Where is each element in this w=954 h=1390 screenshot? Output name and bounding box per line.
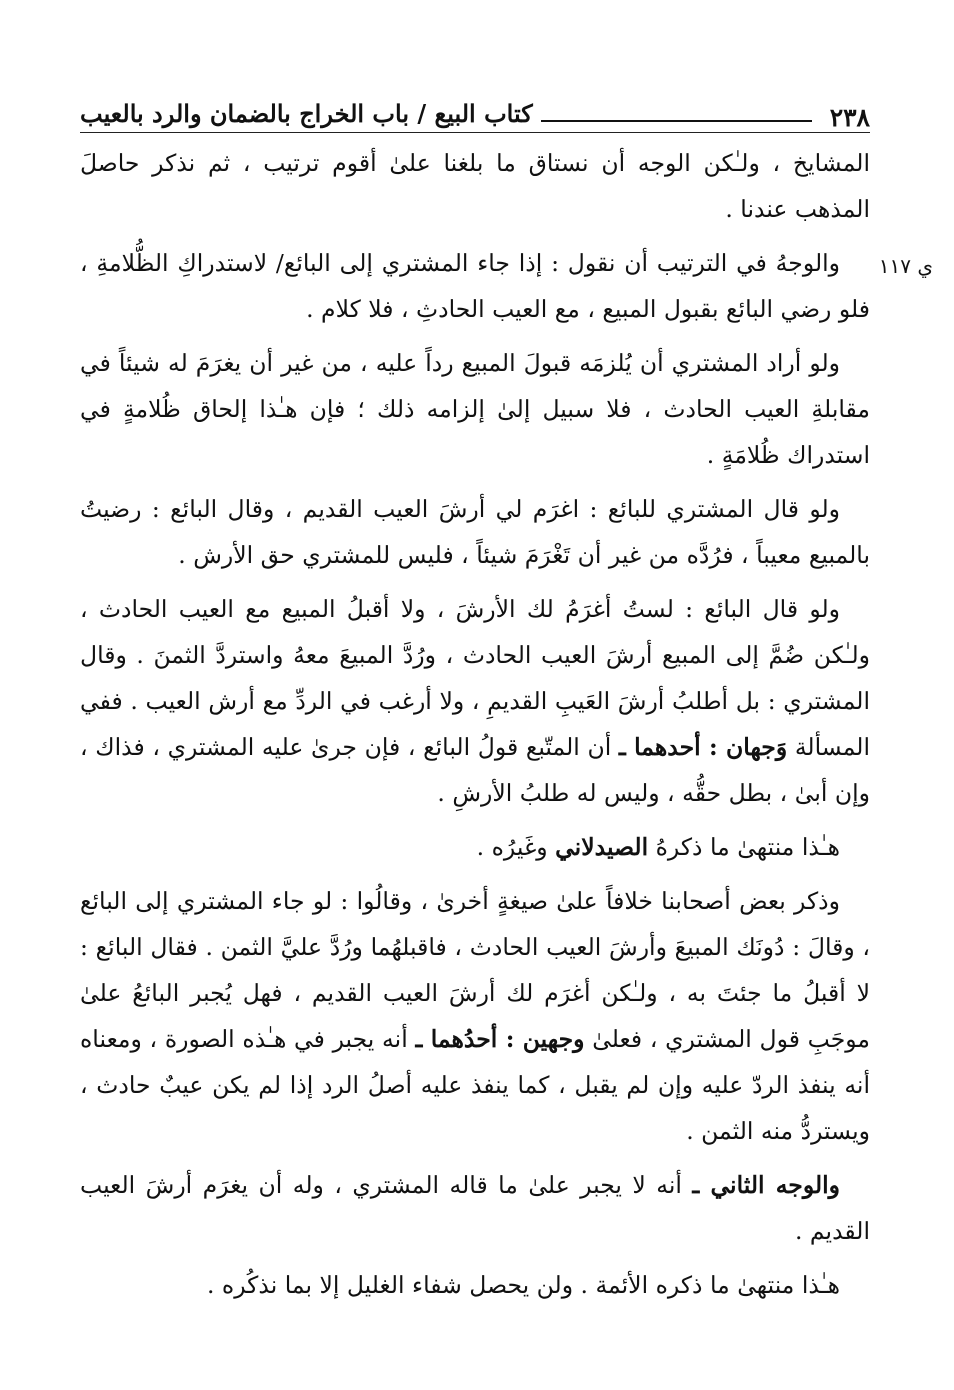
paragraph-4 [80, 486, 870, 578]
bold-term: وجهين : أحدُهما ـ [415, 1025, 585, 1053]
running-title: كتاب البيع / باب الخراج بالضمان والرد بالعيب [80, 99, 533, 128]
paragraph-text: والوجهُ في الترتيب أن نقول : إذا جاء المشتري إلى البائع/ لاستدراكِ الظُّلامةِ ، فلو رضي البائع بقبول المبيع ، مع العيب الحادثِ ، فلا كلام . [80, 249, 870, 323]
bold-term: وَجهان : أحدهما ـ [618, 733, 788, 761]
paragraph-text: وذكر بعض أصحابنا خلافاً علىٰ صيغةٍ أخرىٰ ، وقالُوا : لو جاء المشتري إلى البائع ، وقالَ : دُونَك المبيعَ وأرشَ العيب الحادث ، فاقبلهُما ورُدَّ عليَّ الثمن . فقال البائع : لا أقبلُ ما جئتَ به ، ولـٰكن أغرَم لك أرشَ العيب القديم ، فهل يُجبر البائعُ علىٰ موجَبِ قول المشتري ، فعلىٰ [80, 887, 871, 1053]
paragraph-text: ولو قال البائع : لستُ أغرَمُ لك الأرشَ ، ولا أقبلُ المبيع مع العيب الحادث ، ولـٰكن ضُمَّ إلى المبيع أرشَ العيب الحادث ، ورُدَّ المبيعَ معهُ واستردَّ الثمنَ . وقال المشتري : بل أطلبُ أرشَ العَيبِ القديمِ ، ولا أرغب في الردِّ مع أرش العيب . ففي المسألة [80, 595, 870, 761]
bold-term: والوجه الثاني ـ [692, 1171, 841, 1199]
bold-term: الصيدلاني [555, 833, 649, 861]
page-number: ٢٣٨ [829, 103, 870, 132]
paragraph-text: هـٰذا منتهىٰ ما ذكرهُ [648, 833, 840, 861]
paragraph-text: ولو قال المشتري للبائع : اغرَم لي أرشَ العيب القديم ، وقال البائع : رضيتُ بالمبيع معيباً ، فرُدَّه من غير أن تَغْرَمَ شيئاً ، فليس للمشتري حق الأرش . [80, 495, 870, 569]
paragraph-8 [80, 1162, 870, 1254]
paragraph-9 [80, 1262, 870, 1308]
running-header [80, 88, 870, 133]
paragraph-2 [80, 240, 870, 332]
paragraph-7 [80, 878, 870, 1154]
header-rule [541, 120, 812, 122]
paragraph-text: المشايخ ، ولـٰكن الوجه أن نستاق ما بلغنا علىٰ أقوم ترتيب ، ثم نذكر حاصلَ المذهب عندنا . [80, 149, 870, 223]
paragraph-text: ولو أراد المشتري أن يُلزمَه قبولَ المبيع رداً عليه ، من غير أن يغرَمَ له شيئاً في مقابلةِ العيب الحادث ، فلا سبيل إلىٰ إلزامه ذلك ؛ فإن هـٰذا إلحاق ظُلامةٍ في استدراك ظُلامَةٍ . [80, 349, 870, 469]
paragraph-3 [80, 340, 870, 478]
paragraph-1 [80, 140, 870, 232]
page-body [80, 140, 870, 1316]
paragraph-text: وغَيرُه . [476, 833, 556, 861]
margin-folio-note: ي ١١٧ [878, 254, 933, 278]
paragraph-6 [80, 824, 870, 870]
paragraph-text: أن المتّبع قولُ البائع ، فإن جرىٰ عليه المشتري ، فذاك ، وإن أبىٰ ، بطل حقُّه ، وليس له طلبُ الأرشِ . [80, 733, 870, 807]
paragraph-5 [80, 586, 870, 816]
paragraph-text: هـٰذا منتهىٰ ما ذكره الأئمة . ولن يحصل شفاء الغليل إلا بما نذكُره . [206, 1271, 840, 1299]
paragraph-text: أنه يجبر في هـٰذه الصورة ، ومعناه أنه ينفذ الردّ عليه وإن لم يقبل ، كما ينفذ عليه أصلُ الرد إذا لم يكن عيبٌ حادث ، ويستردُّ منه الثمن . [80, 1025, 870, 1145]
paragraph-text: أنه لا يجبر علىٰ ما قاله المشتري ، وله أن يغرَم أرشَ العيب القديم . [80, 1171, 870, 1245]
